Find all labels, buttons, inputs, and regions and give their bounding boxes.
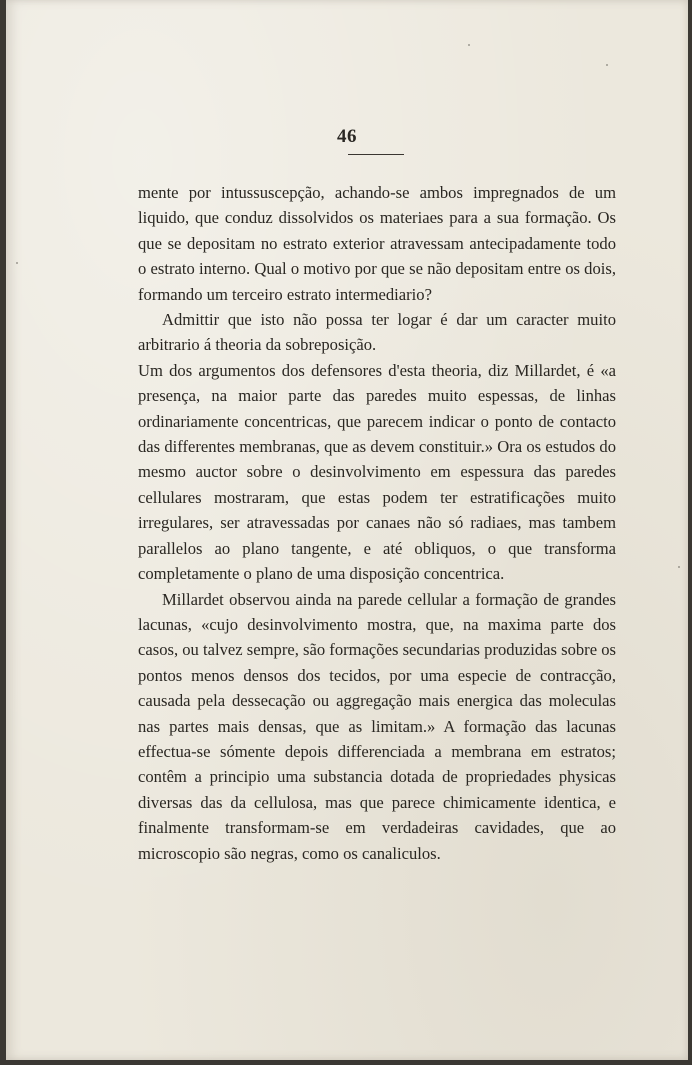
paper-speck: [606, 64, 608, 66]
paragraph-4: Millardet observou ainda na parede cellular a formação de grandes lacunas, «cujo desinvolvimento mostra, que, na maxima parte dos casos, ou talvez sempre, são formações secundarias produzidas sobre os pontos menos densos dos tecidos, por uma especie de contracção, causada pela dessecação ou aggregação mais energica das moleculas nas partes mais densas, que as limitam.» A formação das lacunas effectua-se sómente depois differenciada a membrana em estratos; contêm a principio uma substancia dotada de propriedades physicas diversas das da cellulosa, mas que parece chimicamente identica, e finalmente transformam-se em verdadeiras cavidades, que ao microscopio são negras, como os canaliculos.: [138, 589, 616, 863]
body-text: [138, 180, 616, 866]
paper-speck: [16, 262, 18, 264]
paper-speck: [678, 566, 680, 568]
page-number-rule: [348, 154, 404, 155]
page-number: 46: [337, 126, 357, 147]
document-page: [6, 0, 688, 1060]
paragraph-3: Um dos argumentos dos defensores d'esta theoria, diz Millardet, é «a presença, na maior parte das paredes muito espessas, de linhas ordinariamente concentricas, que parecem indicar o ponto de contacto das differentes membranas, que as devem constituir.» Ora os estudos do mesmo auctor sobre o desinvolvimento em espessura das paredes cellulares mostraram, que estas podem ter estratificações muito irregulares, ser atravessadas por canaes não só radiaes, mas tambem parallelos ao plano tangente, e até obliquos, o que transforma completamente o plano de uma disposição concentrica.: [138, 360, 616, 584]
paper-speck: [468, 44, 470, 46]
paragraph-2: Admittir que isto não possa ter logar é dar um caracter muito arbitrario á theoria da sobreposição.: [138, 310, 616, 355]
paragraph-1: mente por intussuscepção, achando-se ambos impregnados de um liquido, que conduz dissolvidos os materiaes para a sua formação. Os que se depositam no estrato exterior atravessam antecipadamente todo o estrato interno. Qual o motivo por que se não depositam entre os dois, formando um terceiro estrato intermediario?: [138, 183, 616, 304]
